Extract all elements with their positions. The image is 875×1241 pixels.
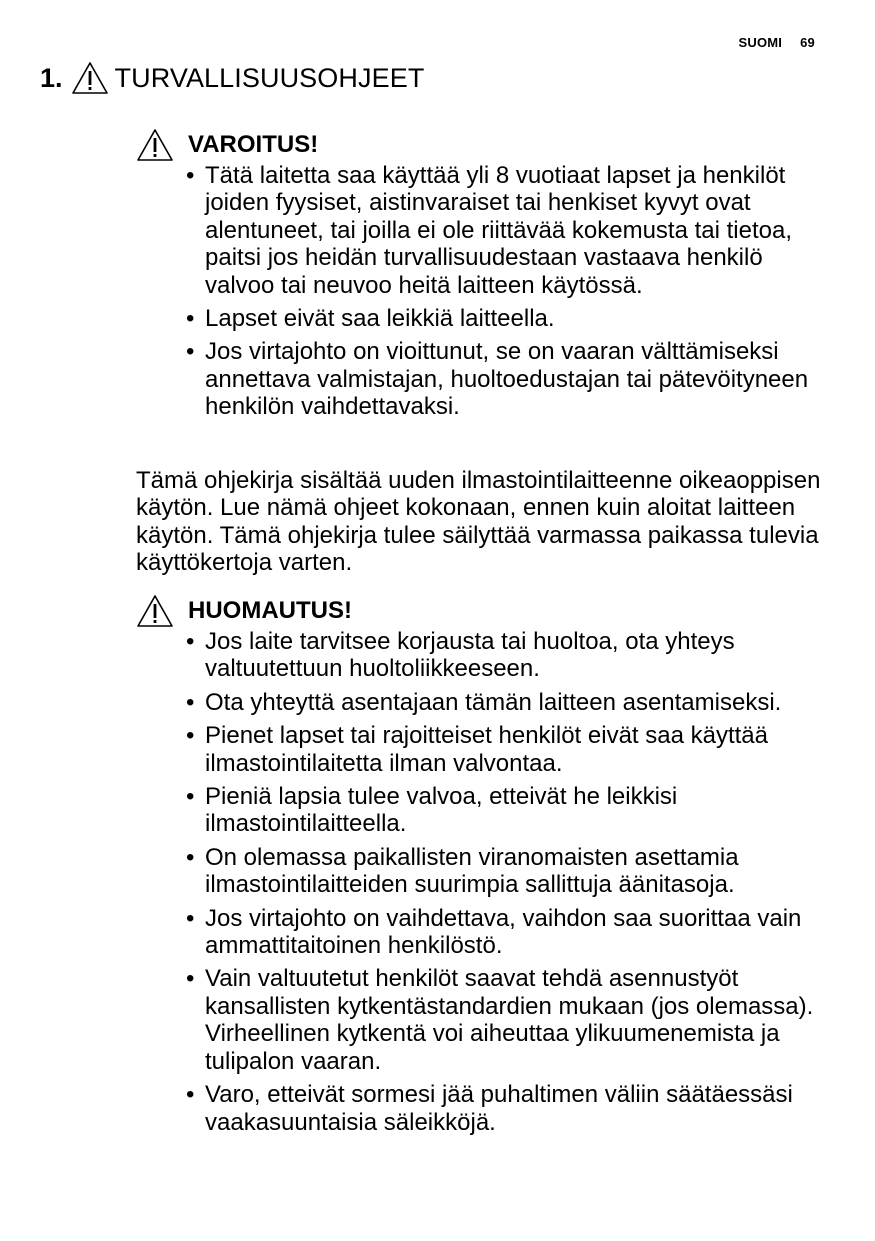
list-item: • Ota yhteyttä asentajaan tämän laitteen asentamiseksi.	[186, 689, 826, 716]
warning-triangle-icon	[136, 594, 176, 628]
page-number: 69	[800, 35, 815, 50]
list-item: • Varo, etteivät sormesi jää puhaltimen väliin säätäessäsi vaakasuuntaisia säleikköjä.	[186, 1081, 826, 1136]
warning-triangle-icon	[71, 61, 109, 95]
list-item: • Vain valtuutetut henkilöt saavat tehdä asennustyöt kansallisten kytkentästandardien mukaan (jos olemassa). Virheellinen kytkentä voi aiheuttaa ylikuumenemista ja tulipalon vaaran.	[186, 965, 826, 1075]
warning-triangle-icon	[136, 128, 176, 162]
list-item: • Tätä laitetta saa käyttää yli 8 vuotiaat lapset ja henkilöt joiden fyysiset, aistinvaraiset tai henkiset kyvyt ovat alentuneet, tai joilla ei ole riittävää kokemusta tai tietoa, paitsi jos heidän turvallisuudestaan vastaava henkilö valvoo tai neuvoo heitä laitteen käytössä.	[186, 162, 826, 299]
list-item: • Jos virtajohto on vaihdettava, vaihdon saa suorittaa vain ammattitaitoinen henkilöstö.	[186, 905, 826, 960]
list-item: • Jos virtajohto on vioittunut, se on vaaran välttämiseksi annettava valmistajan, huoltoedustajan tai pätevöityneen henkilön vaihdettavaksi.	[186, 338, 826, 420]
notice-list	[186, 628, 826, 1136]
warning-list	[186, 162, 826, 421]
list-item: • Pieniä lapsia tulee valvoa, etteivät he leikkisi ilmastointilaitteella.	[186, 783, 826, 838]
list-item: • Lapset eivät saa leikkiä laitteella.	[186, 305, 826, 332]
page-header	[739, 35, 816, 50]
section-heading	[40, 58, 424, 98]
notice-callout	[136, 594, 826, 1142]
intro-paragraph: Tämä ohjekirja sisältää uuden ilmastointilaitteenne oikeaoppisen käytön. Lue nämä ohjeet kokonaan, ennen kuin aloitat laitteen käytön. Tämä ohjekirja tulee säilyttää varmassa paikassa tulevia käyttökertoja varten.	[136, 467, 821, 577]
list-item: • Pienet lapset tai rajoitteiset henkilöt eivät saa käyttää ilmastointilaitetta ilman valvontaa.	[186, 722, 826, 777]
section-number: 1.	[40, 62, 63, 93]
section-title: TURVALLISUUSOHJEET	[114, 62, 425, 93]
warning-callout	[136, 128, 826, 427]
list-item: • On olemassa paikallisten viranomaisten asettamia ilmastointilaitteiden suurimpia sallittuja äänitasoja.	[186, 844, 826, 899]
list-item: • Jos laite tarvitsee korjausta tai huoltoa, ota yhteys valtuutettuun huoltoliikkeeseen.	[186, 628, 826, 683]
notice-label: HUOMAUTUS!	[188, 597, 352, 624]
header-language: SUOMI	[738, 35, 783, 50]
warning-label: VAROITUS!	[188, 131, 319, 158]
